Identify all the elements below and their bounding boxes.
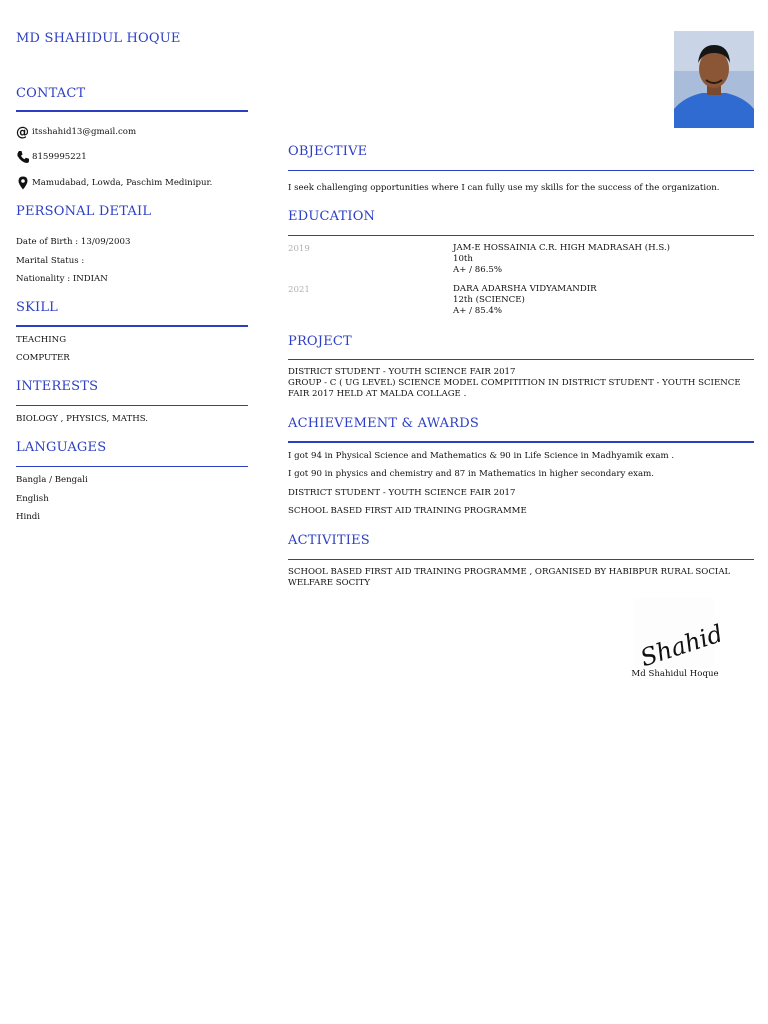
education-entry — [453, 284, 753, 317]
achievement-item: SCHOOL BASED FIRST AID TRAINING PROGRAMME — [288, 506, 527, 516]
achievements-heading: ACHIEVEMENT & AWARDS — [288, 416, 479, 431]
achievement-item: DISTRICT STUDENT - YOUTH SCIENCE FAIR 2017 — [288, 488, 516, 498]
skill-divider — [16, 325, 248, 327]
skill-item: TEACHING — [16, 335, 67, 345]
activities-divider — [288, 559, 754, 560]
education-school: DARA ADARSHA VIDYAMANDIR — [453, 284, 597, 294]
skill-item: COMPUTER — [16, 353, 70, 363]
objective-text: I seek challenging opportunities where I can fully use my skills for the success of the organization. — [288, 183, 720, 193]
nationality: Nationality : INDIAN — [16, 274, 108, 284]
language-item: Bangla / Bengali — [16, 475, 88, 485]
personal-detail-heading: PERSONAL DETAIL — [16, 204, 152, 219]
project-description: GROUP - C ( UG LEVEL) SCIENCE MODEL COMPITITION IN DISTRICT STUDENT - YOUTH SCIENCE FAIR 2017 HELD AT MALDA COLLAGE . — [288, 378, 741, 399]
language-item: Hindi — [16, 512, 41, 522]
map-pin-icon — [16, 175, 30, 194]
objective-divider — [288, 170, 754, 171]
signature-script: Shahid — [636, 619, 727, 673]
achievements-divider — [288, 441, 754, 443]
languages-heading: LANGUAGES — [16, 440, 107, 455]
education-school: JAM-E HOSSAINIA C.R. HIGH MADRASAH (H.S.) — [453, 243, 671, 253]
handwritten-signature — [634, 598, 727, 673]
education-divider — [288, 235, 754, 236]
education-grade: A+ / 86.5% — [453, 265, 503, 275]
contact-heading: CONTACT — [16, 86, 86, 101]
education-heading: EDUCATION — [288, 209, 376, 224]
contact-email[interactable]: itsshahid13@gmail.com — [32, 127, 137, 137]
interests-divider — [16, 405, 248, 406]
profile-photo-image — [674, 31, 754, 128]
resume-name: MD SHAHIDUL HOQUE — [16, 31, 181, 46]
objective-heading: OBJECTIVE — [288, 144, 368, 159]
project-heading: PROJECT — [288, 334, 352, 349]
education-year: 2021 — [288, 285, 310, 295]
contact-address: Mamudabad, Lowda, Paschim Medinipur. — [32, 178, 213, 188]
signature-image — [634, 598, 727, 673]
languages-divider — [16, 466, 248, 467]
contact-phone[interactable]: 8159995221 — [32, 152, 87, 162]
project-block — [288, 367, 754, 400]
svg-text:@: @ — [16, 125, 29, 140]
achievement-item: I got 90 in physics and chemistry and 87 in Mathematics in higher secondary exam. — [288, 469, 654, 479]
education-year: 2019 — [288, 244, 310, 254]
date-of-birth: Date of Birth : 13/09/2003 — [16, 237, 131, 247]
contact-divider — [16, 110, 248, 112]
marital-status: Marital Status : — [16, 256, 85, 266]
education-entry — [453, 243, 753, 276]
activities-heading: ACTIVITIES — [288, 533, 370, 548]
profile-photo — [674, 31, 754, 128]
project-title: DISTRICT STUDENT - YOUTH SCIENCE FAIR 2017 — [288, 367, 516, 377]
interests-heading: INTERESTS — [16, 379, 99, 394]
phone-icon — [16, 149, 30, 168]
interests-text: BIOLOGY , PHYSICS, MATHS. — [16, 414, 149, 424]
education-grade: A+ / 85.4% — [453, 306, 503, 316]
education-level: 10th — [453, 254, 473, 264]
signature-caption: Md Shahidul Hoque — [631, 669, 719, 679]
project-divider — [288, 359, 754, 360]
education-level: 12th (SCIENCE) — [453, 295, 525, 305]
language-item: English — [16, 494, 49, 504]
activities-text: SCHOOL BASED FIRST AID TRAINING PROGRAMME , ORGANISED BY HABIBPUR RURAL SOCIAL WELFARE SOCITY — [288, 567, 731, 588]
skill-heading: SKILL — [16, 300, 59, 315]
achievement-item: I got 94 in Physical Science and Mathematics & 90 in Life Science in Madhyamik exam . — [288, 451, 675, 461]
email-icon — [16, 124, 30, 143]
